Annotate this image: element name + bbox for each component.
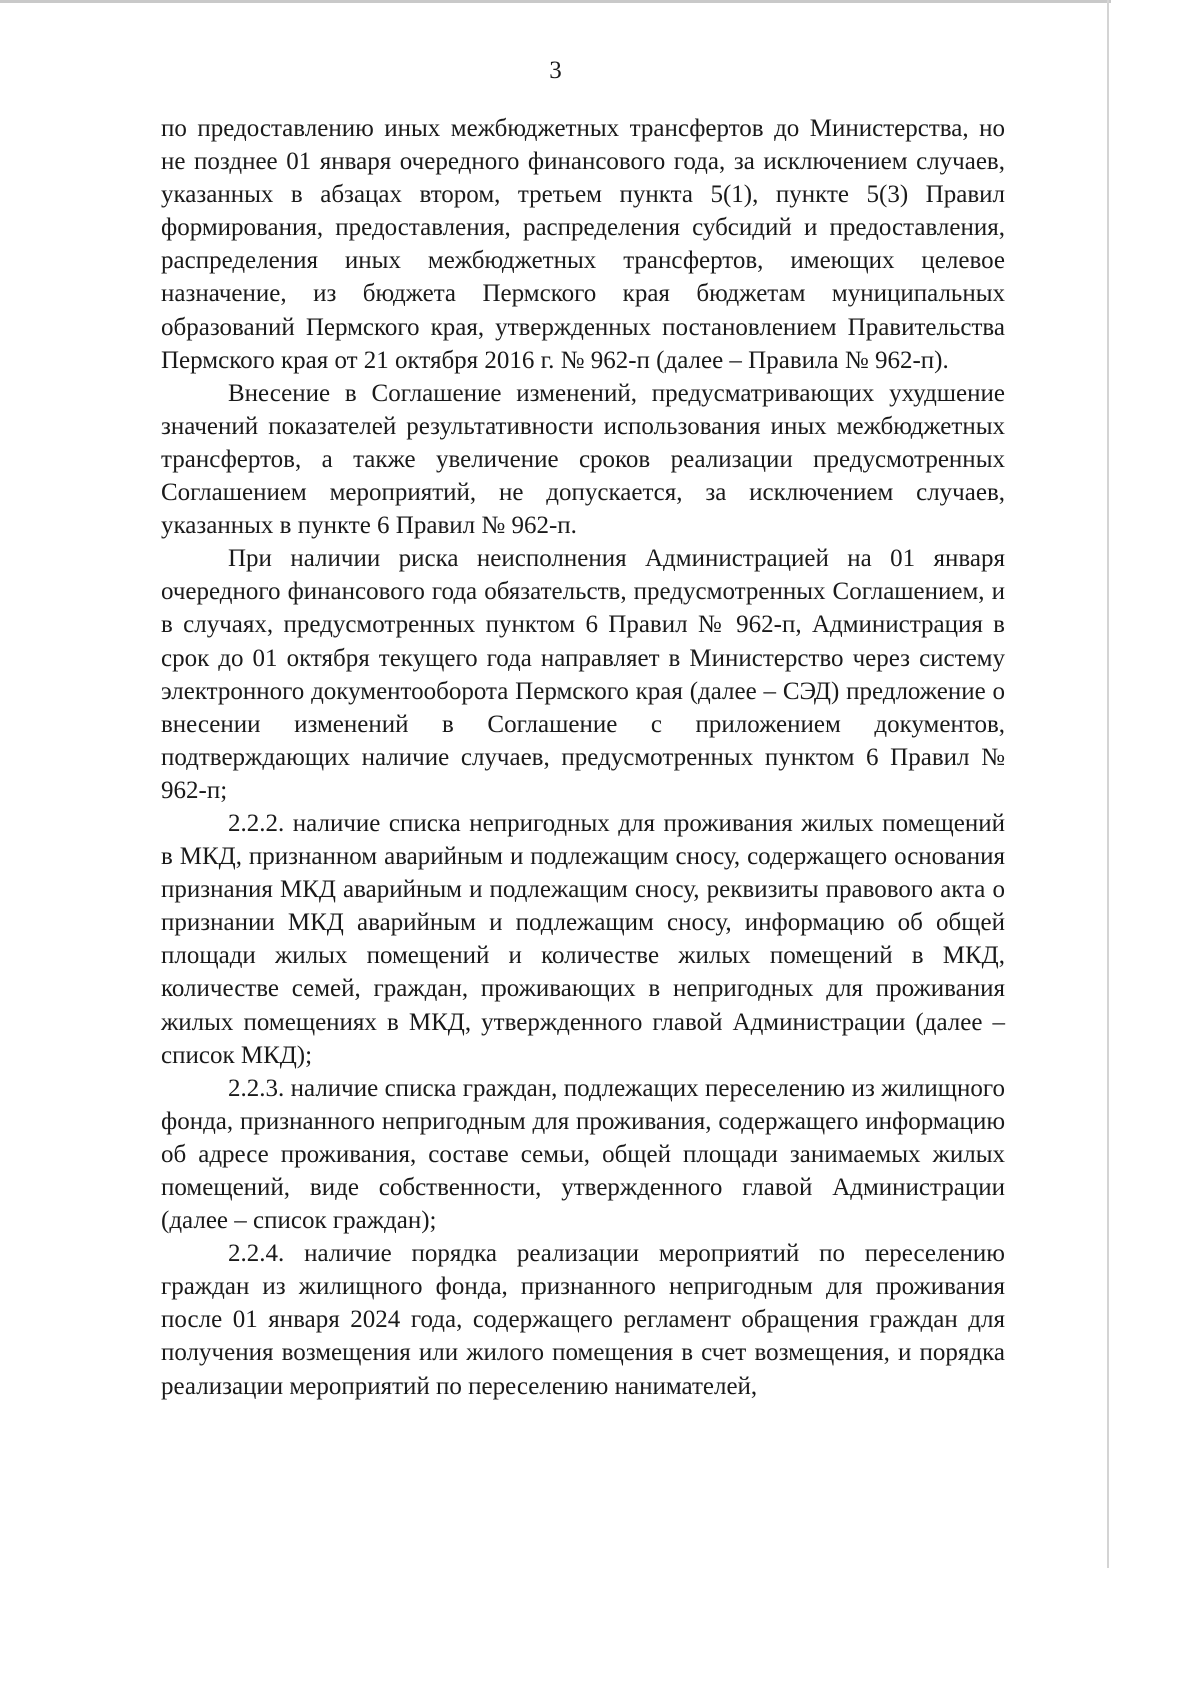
paragraph-continuation: по предоставлению иных межбюджетных трансфертов до Министерства, но не позднее 01 января очередного финансового года, за исключением случаев, указанных в абзацах втором, третьем пункта 5(1), пункте 5(3) Правил формирования, предоставления, распределения субсидий и предоставления, распределения иных межбюджетных трансфертов, имеющих целевое назначение, из бюджета Пермского края бюджетам муниципальных образований Пермского края, утвержденных постановлением Правительства Пермского края от 21 октября 2016 г. № 962-п (далее – Правила № 962-п).	[161, 115, 1005, 374]
paragraph-agreement-changes: Внесение в Соглашение изменений, предусматривающих ухудшение значений показателей результативности использования иных межбюджетных трансфертов, а также увеличение сроков реализации предусмотренных Соглашением мероприятий, не допускается, за исключением случаев, указанных в пункте 6 Правил № 962-п.	[161, 379, 1005, 540]
scan-edge-right	[1107, 0, 1109, 1568]
paragraph-2-2-3: 2.2.3. наличие списка граждан, подлежащих переселению из жилищного фонда, признанного непригодным для проживания, содержащего информацию об адресе проживания, составе семьи, общей площади занимаемых жилых помещений, виде собственности, утвержденного главой Администрации (далее – список граждан);	[161, 1074, 1005, 1235]
paragraph-2-2-2: 2.2.2. наличие списка непригодных для проживания жилых помещений в МКД, признанном аварийным и подлежащим сносу, содержащего основания признания МКД аварийным и подлежащим сносу, реквизиты правового акта о признании МКД аварийным и подлежащим сносу, информацию об общей площади жилых помещений и количестве жилых помещений в МКД, количестве семей, граждан, проживающих в непригодных для проживания жилых помещениях в МКД, утвержденного главой Администрации (далее – список МКД);	[161, 809, 1005, 1069]
document-body	[161, 112, 1005, 1403]
paragraph-risk-of-non-fulfillment: При наличии риска неисполнения Администрацией на 01 января очередного финансового года обязательств, предусмотренных Соглашением, и в случаях, предусмотренных пунктом 6 Правил № 962-п, Администрация в срок до 01 октября текущего года направляет в Министерство через систему электронного документооборота Пермского края (далее – СЭД) предложение о внесении изменений в Соглашение с приложением документов, подтверждающих наличие случаев, предусмотренных пунктом 6 Правил № 962-п;	[161, 545, 1005, 804]
scan-edge-top	[0, 0, 1111, 3]
paragraph-2-2-4: 2.2.4. наличие порядка реализации мероприятий по переселению граждан из жилищного фонда, признанного непригодным для проживания после 01 января 2024 года, содержащего регламент обращения граждан для получения возмещения или жилого помещения в счет возмещения, и порядка реализации мероприятий по переселению нанимателей,	[161, 1240, 1005, 1400]
page-number: 3	[549, 57, 562, 84]
